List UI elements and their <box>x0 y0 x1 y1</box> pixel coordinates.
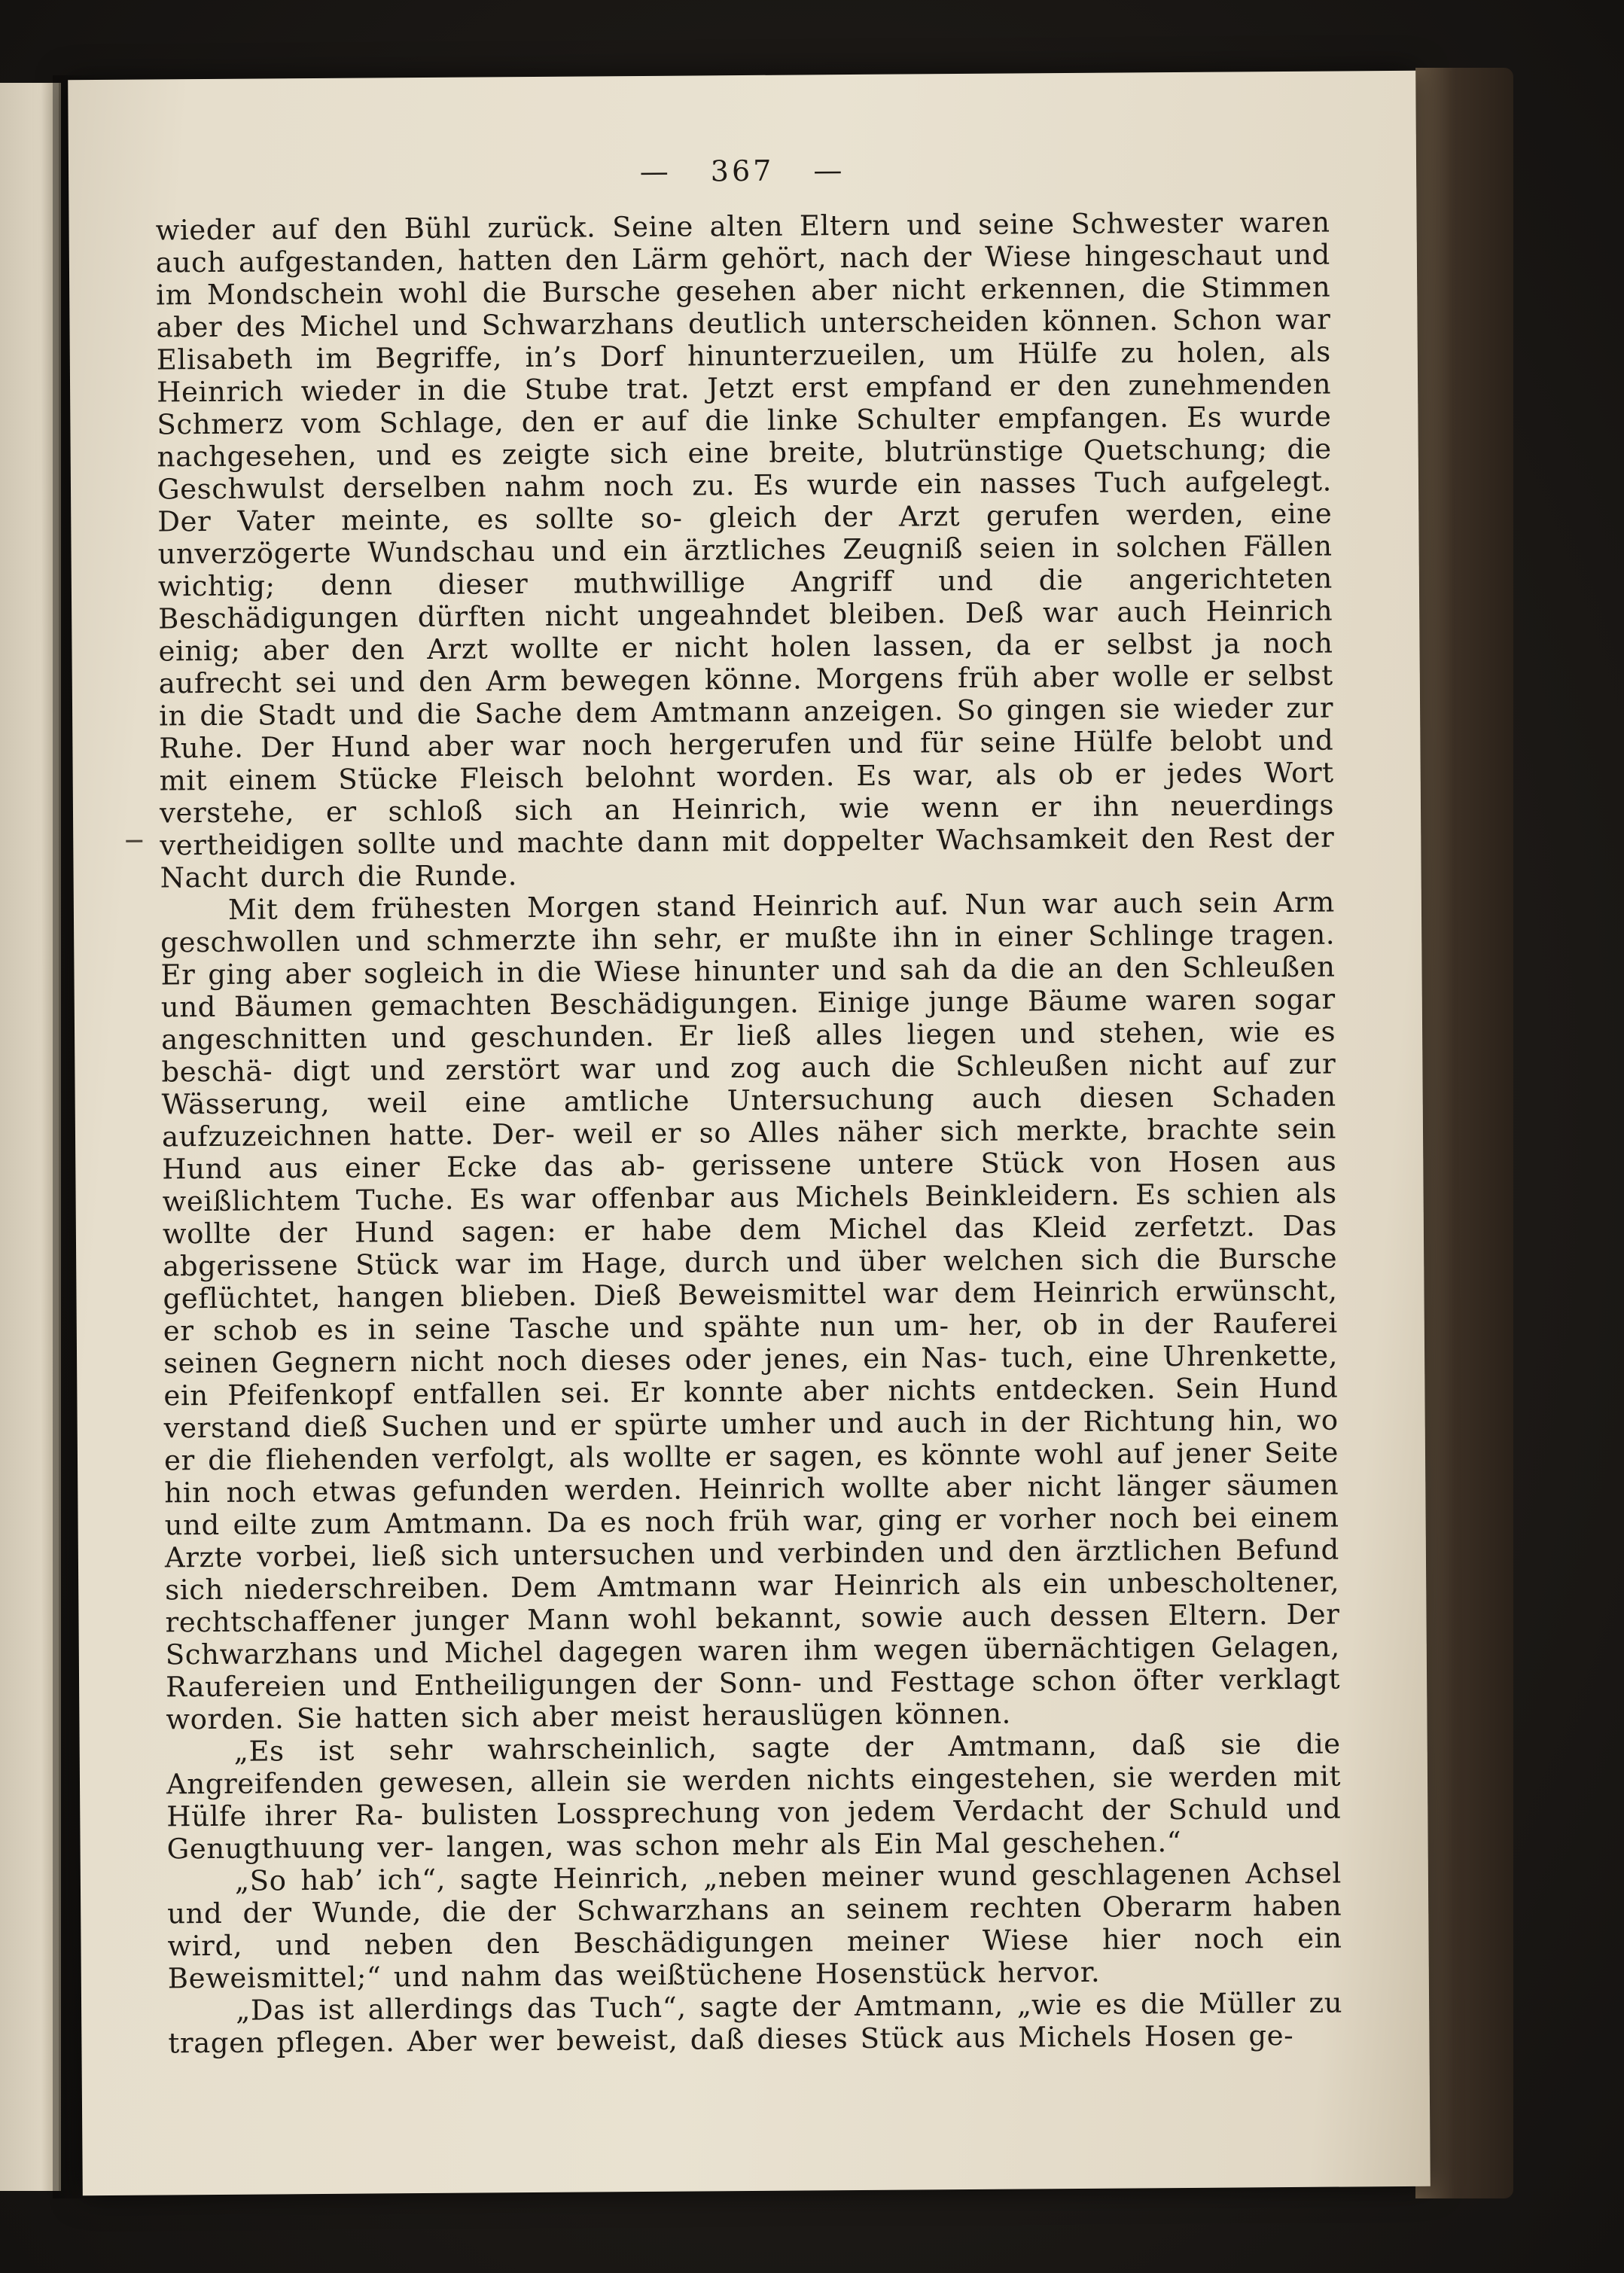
paragraph-3: „Es ist sehr wahrscheinlich, sagte der Amtmann, daß sie die Angreifenden gewesen, allein sie werden nichts eingestehen, sie werden mit Hülfe ihrer Ra- bulisten Lossprechung von jedem Verdacht der Schuld und Genugthuung ver- langen, was schon mehr als Ein Mal geschehen.“ <box>166 1727 1342 1866</box>
paragraph-5: „Das ist allerdings das Tuch“, sagte der Amtmann, „wie es die Müller zu tragen pflegen. Aber wer beweist, daß dieses Stück aus Michels Hosen ge- <box>168 1986 1343 2060</box>
paragraph-4: „So hab’ ich“, sagte Heinrich, „neben meiner wund geschlagenen Achsel und der Wunde, die der Schwarzhans an seinem rechten Oberarm haben wird, und neben den Beschädigungen meiner Wiese hier noch ein Beweismittel;“ und nahm das weißtüchene Hosenstück hervor. <box>167 1857 1342 1995</box>
book-page-edges <box>1415 68 1513 2198</box>
body-text <box>155 206 1342 2060</box>
book-page <box>68 71 1431 2195</box>
page-header <box>155 151 1330 192</box>
page-number-dash-left: — <box>639 154 672 188</box>
margin-mark <box>126 840 142 842</box>
page-content <box>155 151 1343 2060</box>
page-number-dash-right: — <box>813 154 846 187</box>
paragraph-2: Mit dem frühesten Morgen stand Heinrich auf. Nun war auch sein Arm geschwollen und schmerzte ihn sehr, er mußte ihn in einer Schlinge tragen. Er ging aber sogleich in die Wiese hinunter und sah da die an den Schleußen und Bäumen gemachten Beschädigungen. Einige junge Bäume waren sogar angeschnitten und geschunden. Er ließ alles liegen und stehen, wie es beschä- digt und zerstört war und zog auch die Schleußen nicht auf zur Wässerung, weil eine amtliche Untersuchung auch diesen Schaden aufzuzeichnen hatte. Der- weil er so Alles näher sich merkte, brachte sein Hund aus einer Ecke das ab- gerissene untere Stück von Hosen aus weißlichtem Tuche. Es war offenbar aus Michels Beinkleidern. Es schien als wollte der Hund sagen: er habe dem Michel das Kleid zerfetzt. Das abgerissene Stück war im Hage, durch und über welchen sich die Bursche geflüchtet, hangen blieben. Dieß Beweismittel war dem Heinrich erwünscht, er schob es in seine Tasche und spähte nun um- her, ob in der Rauferei seinen Gegnern nicht noch dieses oder jenes, ein Nas- tuch, eine Uhrenkette, ein Pfeifenkopf entfallen sei. Er konnte aber nichts entdecken. Sein Hund verstand dieß Suchen und er spürte umher und auch in der Richtung hin, wo er die fliehenden verfolgt, als wollte er sagen, es könnte wohl auf jener Seite hin noch etwas gefunden werden. Heinrich wollte aber nicht länger säumen und eilte zum Amtmann. Da es noch früh war, ging er vorher noch bei einem Arzte vorbei, ließ sich untersuchen und verbinden und den ärztlichen Befund sich niederschreiben. Dem Amtmann war Heinrich als ein unbescholtener, rechtschaffener junger Mann wohl bekannt, sowie auch dessen Eltern. Der Schwarzhans und Michel dagegen waren ihm wegen übernächtigen Gelagen, Raufereien und Entheiligungen der Sonn- und Festtage schon öfter verklagt worden. Sie hatten sich aber meist herauslügen können. <box>160 885 1341 1736</box>
facing-page-edge <box>0 83 61 2191</box>
page-number: 367 <box>710 154 775 188</box>
paragraph-1: wieder auf den Bühl zurück. Seine alten Eltern und seine Schwester waren auch aufgestanden, hatten den Lärm gehört, nach der Wiese hingeschaut und im Mondschein wohl die Bursche gesehen aber nicht erkennen, die Stimmen aber des Michel und Schwarzhans deutlich unterscheiden können. Schon war Elisabeth im Begriffe, in’s Dorf hinunterzueilen, um Hülfe zu holen, als Heinrich wieder in die Stube trat. Jetzt erst empfand er den zunehmenden Schmerz vom Schlage, den er auf die linke Schulter empfangen. Es wurde nachgesehen, und es zeigte sich eine breite, blutrünstige Quetschung; die Geschwulst derselben nahm noch zu. Es wurde ein nasses Tuch aufgelegt. Der Vater meinte, es sollte so- gleich der Arzt gerufen werden, eine unverzögerte Wundschau und ein ärztliches Zeugniß seien in solchen Fällen wichtig; denn dieser muthwillige Angriff und die angerichteten Beschädigungen dürften nicht ungeahndet bleiben. Deß war auch Heinrich einig; aber den Arzt wollte er nicht holen lassen, da er selbst ja noch aufrecht sei und den Arm bewegen könne. Morgens früh aber wolle er selbst in die Stadt und die Sache dem Amtmann anzeigen. So gingen sie wieder zur Ruhe. Der Hund aber war noch hergerufen und für seine Hülfe belobt und mit einem Stücke Fleisch belohnt worden. Es war, als ob er jedes Wort verstehe, er schloß sich an Heinrich, wie wenn er ihn neuerdings vertheidigen sollte und machte dann mit doppelter Wachsamkeit den Rest der Nacht durch die Runde. <box>155 206 1335 894</box>
